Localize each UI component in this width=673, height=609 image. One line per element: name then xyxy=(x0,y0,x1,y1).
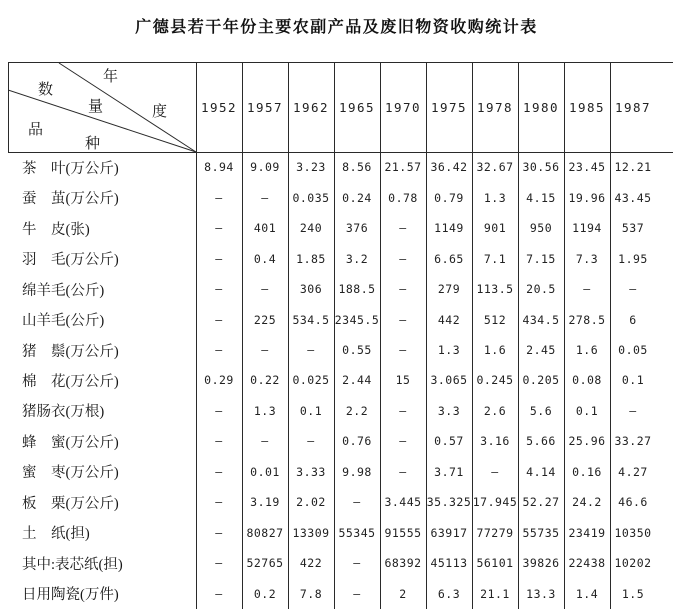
value-cell: — xyxy=(215,312,223,327)
value-cell: — xyxy=(215,251,223,266)
value-cell: — xyxy=(261,190,269,205)
value-cell: 30.56 xyxy=(522,160,560,175)
value-cell: 55735 xyxy=(522,525,560,540)
value-cell: 225 xyxy=(253,312,277,327)
corner-label-year-1: 年 xyxy=(103,69,119,85)
value-cell: 0.035 xyxy=(292,190,330,205)
value-cell: — xyxy=(215,403,223,418)
year-header-cell: 1970 xyxy=(384,99,422,115)
value-cell: — xyxy=(215,495,223,510)
value-cell: 0.79 xyxy=(434,190,464,205)
value-cell: 3.445 xyxy=(384,495,422,510)
value-cell: 0.08 xyxy=(572,373,602,388)
value-cell: 512 xyxy=(483,312,507,327)
corner-label-quantity-2: 量 xyxy=(88,99,104,115)
value-cell: 950 xyxy=(529,221,553,236)
statistics-table xyxy=(8,62,673,609)
value-cell: — xyxy=(215,525,223,540)
year-header-cell: 1962 xyxy=(292,99,330,115)
value-cell: — xyxy=(353,495,361,510)
row-label: 猪 鬃(万公斤) xyxy=(22,343,119,360)
value-cell: — xyxy=(215,556,223,571)
value-cell: 52.27 xyxy=(522,495,560,510)
value-cell: — xyxy=(215,343,223,358)
value-cell: 3.16 xyxy=(480,434,510,449)
value-cell: 63917 xyxy=(430,525,468,540)
value-cell: 1.85 xyxy=(296,251,326,266)
value-cell: — xyxy=(307,343,315,358)
value-cell: 3.19 xyxy=(250,495,280,510)
value-cell: 10350 xyxy=(614,525,652,540)
value-cell: 537 xyxy=(621,221,645,236)
value-cell: 21.1 xyxy=(480,586,510,601)
value-cell: 0.78 xyxy=(388,190,418,205)
row-label: 板 栗(万公斤) xyxy=(22,495,119,512)
value-cell: 1149 xyxy=(434,221,464,236)
corner-label-category-2: 种 xyxy=(85,136,101,152)
value-cell: 3.33 xyxy=(296,464,326,479)
year-header-cell: 1978 xyxy=(476,99,514,115)
value-cell: 55345 xyxy=(338,525,376,540)
value-cell: — xyxy=(629,403,637,418)
value-cell: 0.2 xyxy=(253,586,277,601)
value-cell: — xyxy=(399,312,407,327)
value-cell: 19.96 xyxy=(568,190,606,205)
value-cell: 3.2 xyxy=(345,251,369,266)
value-cell: 2.6 xyxy=(483,403,507,418)
value-cell: 8.56 xyxy=(342,160,372,175)
page-title: 广德县若干年份主要农副产品及废旧物资收购统计表 xyxy=(135,19,538,36)
year-header-cell: 1987 xyxy=(614,99,652,115)
value-cell: — xyxy=(261,343,269,358)
value-cell: — xyxy=(399,282,407,297)
table-content xyxy=(8,62,656,609)
value-cell: 2.44 xyxy=(342,373,372,388)
value-cell: 3.065 xyxy=(430,373,468,388)
value-cell: 188.5 xyxy=(338,282,376,297)
year-header-cell: 1965 xyxy=(338,99,376,115)
value-cell: 1.4 xyxy=(575,586,599,601)
value-cell: — xyxy=(261,434,269,449)
row-label: 羽 毛(万公斤) xyxy=(22,252,119,269)
value-cell: 0.205 xyxy=(522,373,560,388)
value-cell: 23419 xyxy=(568,525,606,540)
value-cell: — xyxy=(399,251,407,266)
value-cell: — xyxy=(215,190,223,205)
value-cell: 46.6 xyxy=(618,495,648,510)
row-label: 日用陶瓷(万件) xyxy=(22,587,119,604)
value-cell: — xyxy=(399,464,407,479)
value-cell: 77279 xyxy=(476,525,514,540)
value-cell: — xyxy=(215,464,223,479)
value-cell: 4.15 xyxy=(526,190,556,205)
value-cell: — xyxy=(629,282,637,297)
value-cell: 13309 xyxy=(292,525,330,540)
value-cell: 422 xyxy=(299,556,323,571)
value-cell: 2 xyxy=(399,586,407,601)
value-cell: 2.02 xyxy=(296,495,326,510)
year-header-cell: 1975 xyxy=(430,99,468,115)
value-cell: 3.3 xyxy=(437,403,461,418)
value-cell: 7.1 xyxy=(483,251,507,266)
value-cell: 7.8 xyxy=(299,586,323,601)
value-cell: 0.1 xyxy=(299,403,323,418)
value-cell: 901 xyxy=(483,221,507,236)
value-cell: 5.6 xyxy=(529,403,553,418)
year-header-cell: 1957 xyxy=(246,99,284,115)
value-cell: 1.3 xyxy=(437,343,461,358)
value-cell: 24.2 xyxy=(572,495,602,510)
value-cell: 2345.5 xyxy=(334,312,380,327)
value-cell: 0.16 xyxy=(572,464,602,479)
row-label: 蜂 蜜(万公斤) xyxy=(22,434,119,451)
row-label: 土 纸(担) xyxy=(22,526,90,543)
value-cell: 2.2 xyxy=(345,403,369,418)
value-cell: 0.01 xyxy=(250,464,280,479)
value-cell: 0.1 xyxy=(575,403,599,418)
value-cell: — xyxy=(491,464,499,479)
value-cell: 13.3 xyxy=(526,586,556,601)
value-cell: — xyxy=(261,282,269,297)
row-label: 绵羊毛(公斤) xyxy=(22,282,105,299)
value-cell: 91555 xyxy=(384,525,422,540)
value-cell: 0.22 xyxy=(250,373,280,388)
value-cell: 0.24 xyxy=(342,190,372,205)
row-label: 其中:表芯纸(担) xyxy=(22,556,123,573)
value-cell: 0.76 xyxy=(342,434,372,449)
value-cell: — xyxy=(399,343,407,358)
value-cell: 0.245 xyxy=(476,373,514,388)
value-cell: 1.3 xyxy=(253,403,277,418)
row-label: 蜜 枣(万公斤) xyxy=(22,465,119,482)
value-cell: 6 xyxy=(629,312,637,327)
value-cell: 1194 xyxy=(572,221,602,236)
value-cell: 17.945 xyxy=(472,495,518,510)
value-cell: 80827 xyxy=(246,525,284,540)
value-cell: 33.27 xyxy=(614,434,652,449)
value-cell: 0.55 xyxy=(342,343,372,358)
value-cell: 9.98 xyxy=(342,464,372,479)
diagonal-header-cell xyxy=(8,62,196,152)
value-cell: 534.5 xyxy=(292,312,330,327)
corner-label-year-2: 度 xyxy=(152,104,168,120)
row-label: 山羊毛(公斤) xyxy=(22,313,105,330)
value-cell: — xyxy=(215,282,223,297)
row-label: 牛 皮(张) xyxy=(22,221,90,238)
value-cell: 0.57 xyxy=(434,434,464,449)
value-cell: 306 xyxy=(299,282,323,297)
corner-label-quantity-1: 数 xyxy=(38,82,54,98)
value-cell: — xyxy=(353,586,361,601)
value-cell: — xyxy=(399,221,407,236)
value-cell: 21.57 xyxy=(384,160,422,175)
value-cell: — xyxy=(215,221,223,236)
value-cell: 32.67 xyxy=(476,160,514,175)
value-cell: 1.95 xyxy=(618,251,648,266)
value-cell: 401 xyxy=(253,221,277,236)
value-cell: 45113 xyxy=(430,556,468,571)
value-cell: 0.29 xyxy=(204,373,234,388)
value-cell: — xyxy=(215,586,223,601)
value-cell: 52765 xyxy=(246,556,284,571)
value-cell: — xyxy=(215,434,223,449)
value-cell: 113.5 xyxy=(476,282,514,297)
value-cell: 20.5 xyxy=(526,282,556,297)
value-cell: 442 xyxy=(437,312,461,327)
value-cell: 0.4 xyxy=(253,251,277,266)
value-cell: 39826 xyxy=(522,556,560,571)
value-cell: 278.5 xyxy=(568,312,606,327)
value-cell: 1.6 xyxy=(575,343,599,358)
value-cell: 10202 xyxy=(614,556,652,571)
year-header-cell: 1952 xyxy=(200,99,238,115)
value-cell: — xyxy=(353,556,361,571)
value-cell: 36.42 xyxy=(430,160,468,175)
value-cell: 4.14 xyxy=(526,464,556,479)
value-cell: 15 xyxy=(395,373,411,388)
value-cell: 6.65 xyxy=(434,251,464,266)
value-cell: 279 xyxy=(437,282,461,297)
value-cell: 8.94 xyxy=(204,160,234,175)
value-cell: 6.3 xyxy=(437,586,461,601)
value-cell: 1.6 xyxy=(483,343,507,358)
value-cell: 68392 xyxy=(384,556,422,571)
value-cell: — xyxy=(307,434,315,449)
row-label: 猪肠衣(万根) xyxy=(22,404,105,421)
value-cell: 3.71 xyxy=(434,464,464,479)
value-cell: 22438 xyxy=(568,556,606,571)
value-cell: — xyxy=(399,434,407,449)
value-cell: 240 xyxy=(299,221,323,236)
value-cell: 376 xyxy=(345,221,369,236)
value-cell: — xyxy=(583,282,591,297)
value-cell: 9.09 xyxy=(250,160,280,175)
value-cell: 0.025 xyxy=(292,373,330,388)
row-label: 棉 花(万公斤) xyxy=(22,373,119,390)
value-cell: 2.45 xyxy=(526,343,556,358)
value-cell: 3.23 xyxy=(296,160,326,175)
value-cell: 5.66 xyxy=(526,434,556,449)
value-cell: 7.15 xyxy=(526,251,556,266)
value-cell: 7.3 xyxy=(575,251,599,266)
value-cell: 23.45 xyxy=(568,160,606,175)
value-cell: 43.45 xyxy=(614,190,652,205)
value-cell: 56101 xyxy=(476,556,514,571)
year-header-cell: 1980 xyxy=(522,99,560,115)
value-cell: 0.05 xyxy=(618,343,648,358)
value-cell: 434.5 xyxy=(522,312,560,327)
value-cell: 25.96 xyxy=(568,434,606,449)
value-cell: 0.1 xyxy=(621,373,645,388)
value-cell: 1.3 xyxy=(483,190,507,205)
value-cell: 4.27 xyxy=(618,464,648,479)
value-cell: 12.21 xyxy=(614,160,652,175)
value-cell: 35.325 xyxy=(426,495,472,510)
row-label: 蚕 茧(万公斤) xyxy=(22,191,119,208)
row-label: 茶 叶(万公斤) xyxy=(22,160,119,177)
corner-label-category-1: 品 xyxy=(28,122,44,138)
value-cell: — xyxy=(399,403,407,418)
value-cell: 1.5 xyxy=(621,586,645,601)
year-header-cell: 1985 xyxy=(568,99,606,115)
